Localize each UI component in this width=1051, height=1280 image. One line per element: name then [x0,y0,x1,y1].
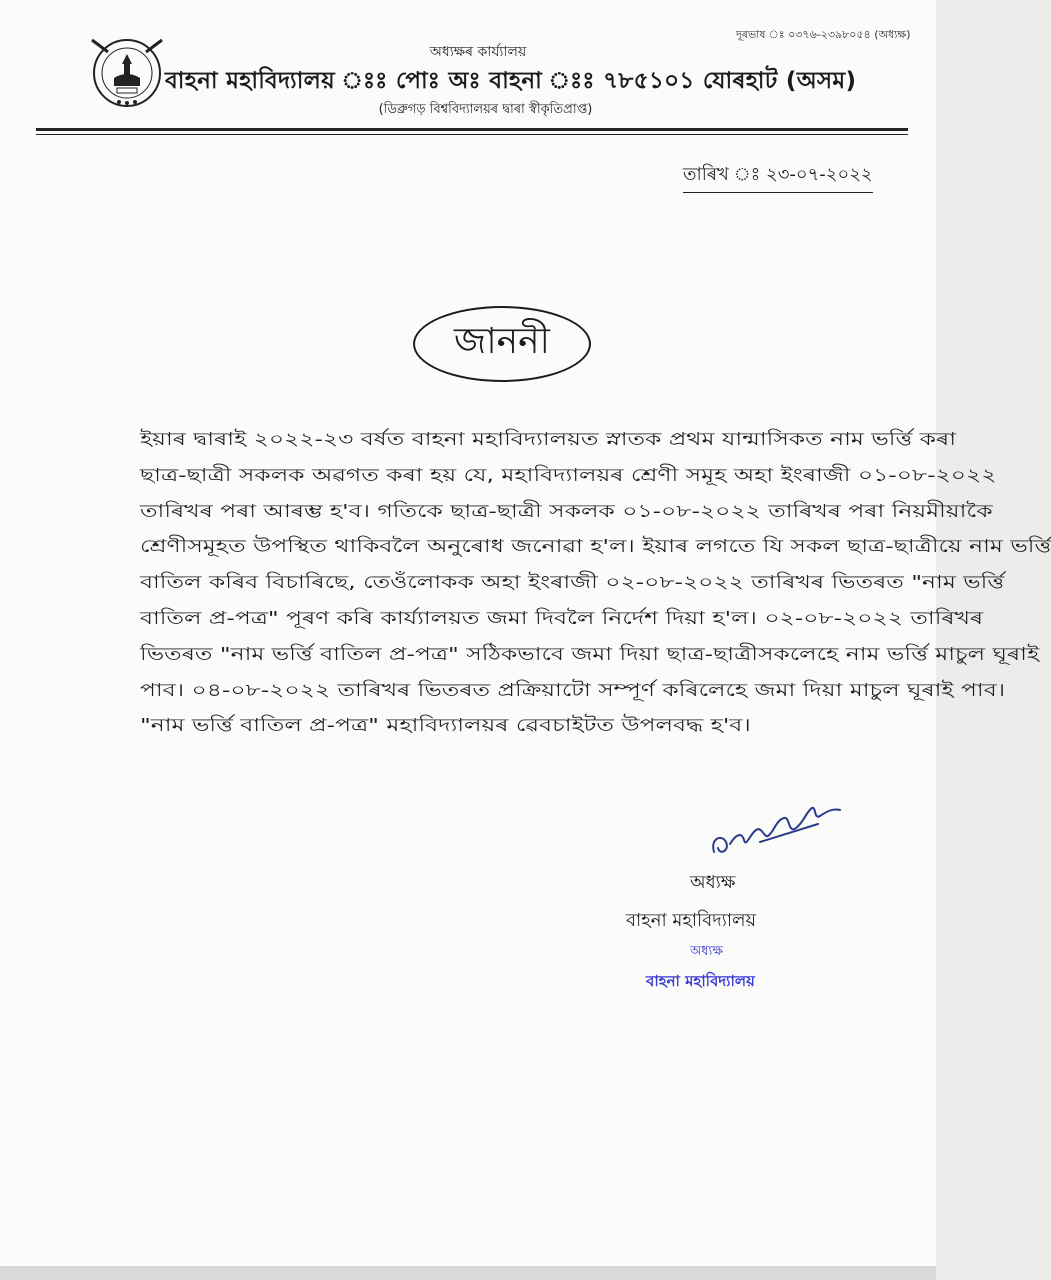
stamp-college: বাহনা মহাবিদ্যালয় [646,972,755,990]
handwritten-signature [700,790,850,870]
notice-title-oval [413,306,591,382]
body-line: ভিতৰত "নাম ভৰ্ত্তি বাতিল প্ৰ-পত্ৰ" সঠিকভাবে জমা দিয়া ছাত্ৰ-ছাত্ৰীসকলেহে নাম ভৰ্ত্তি মাচুল ঘূৰাই [140,643,1040,665]
phone-number: দূৰভাষ ঃ ০৩৭৬-২৩৯৮০৫৪ (অধ্যক্ষ) [736,28,911,41]
body-line: তাৰিখৰ পৰা আৰম্ভ হ'ব। গতিকে ছাত্ৰ-ছাত্ৰী সকলক ০১-০৮-২০২২ তাৰিখৰ পৰা নিয়মীয়াকৈ [140,500,993,522]
body-line: বাতিল কৰিব বিচাৰিছে, তেওঁলোকক অহা ইংৰাজী ০২-০৮-২০২২ তাৰিখৰ ভিতৰত "নাম ভৰ্ত্তি [140,572,1005,594]
body-line: পাব। ০৪-০৮-২০২২ তাৰিখৰ ভিতৰত প্ৰক্ৰিয়াটো সম্পূৰ্ণ কৰিলেহে জমা দিয়া মাচুল ঘূৰাই পাব। [140,679,1006,701]
header-rule-thick [36,128,908,131]
signatory-college: বাহনা মহাবিদ্যালয় [626,910,757,931]
body-line: শ্ৰেণীসমূহত উপস্থিত থাকিবলৈ অনুৰোধ জনোৱা হ'ল। ইয়াৰ লগতে যি সকল ছাত্ৰ-ছাত্ৰীয়ে নাম ভৰ্ত্তি [140,536,1051,558]
header-rule-thin [36,134,908,135]
body-line: "নাম ভৰ্ত্তি বাতিল প্ৰ-পত্ৰ" মহাবিদ্যালয়ৰ ৱেবচাইটত উপলবদ্ধ হ'ব। [140,715,751,737]
notice-date: তাৰিখ ঃ ২৩-০৭-২০২২ [683,160,873,193]
notice-title: জাননী [454,321,550,362]
body-line: ইয়াৰ দ্বাৰাই ২০২২-২৩ বৰ্ষত বাহনা মহাবিদ্যালয়ত স্নাতক প্ৰথম যান্মাসিকত নাম ভৰ্ত্তি কৰা [140,429,957,450]
stamp-title: অধ্যক্ষ [690,944,723,959]
page-bottom-margin [0,1266,936,1280]
affiliation-line: (ডিব্ৰুগড় বিশ্ববিদ্যালয়ৰ দ্বাৰা স্বীকৃতিপ্ৰাপ্ত) [378,102,593,117]
notice-body [140,422,1051,744]
body-line: ছাত্ৰ-ছাত্ৰী সকলক অৱগত কৰা হয় যে, মহাবিদ্যালয়ৰ শ্ৰেণী সমূহ অহা ইংৰাজী ০১-০৮-২০২২ [140,464,997,486]
signatory-title: অধ্যক্ষ [690,872,736,893]
college-address-line: বাহনা মহাবিদ্যালয় ঃঃ পোঃ অঃ বাহনা ঃঃ ৭৮৫১০১ যোৰহাট (অসম) [165,68,857,94]
office-heading: অধ্যক্ষৰ কাৰ্য্যালয় [429,44,527,60]
body-line: বাতিল প্ৰ-পত্ৰ" পূৰণ কৰি কাৰ্য্যালয়ত জমা দিবলৈ নিৰ্দেশ দিয়া হ'ল। ০২-০৮-২০২২ তাৰিখৰ [140,607,984,629]
